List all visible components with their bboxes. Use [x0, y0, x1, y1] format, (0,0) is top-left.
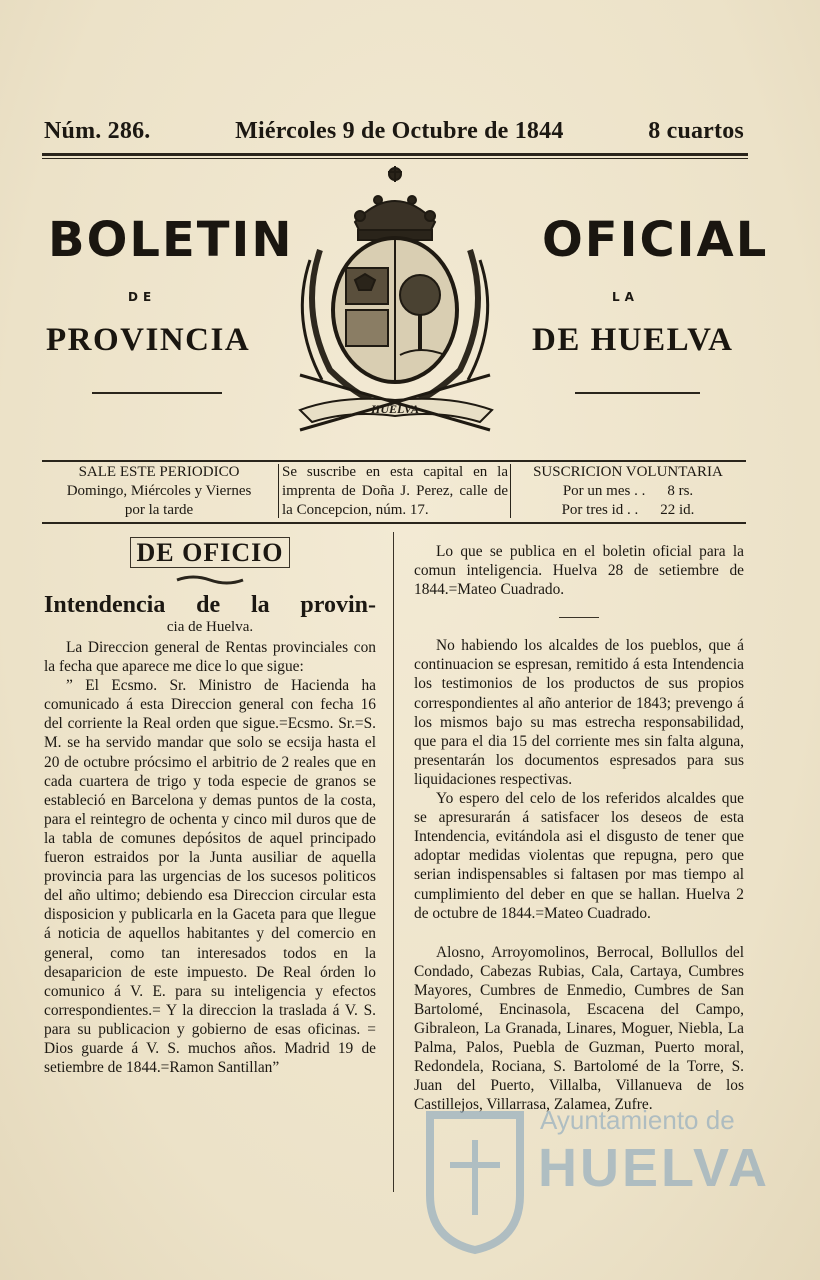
publication-schedule: [42, 463, 276, 521]
schedule-days: Domingo, Miércoles y Viernes: [66, 483, 252, 499]
header-rule: [42, 153, 748, 156]
price-row: [512, 482, 744, 501]
price-value: 22 id.: [660, 502, 695, 518]
archive-watermark: [420, 1095, 770, 1265]
coat-of-arms-icon: [260, 160, 530, 445]
subscription-prices: [512, 463, 744, 521]
title-provincia: PROVINCIA: [46, 322, 251, 358]
paragraph-divider: [559, 617, 599, 618]
title-rule-right: [575, 392, 700, 394]
article-paragraph: Yo espero del celo de los referidos alcaldes que se apresurarán á satisfacer los deseos de esta Intendencia, evitándola asi el disgusto de tener que adoptar medidas violentas que repugna, pero que serian indispensables si faltasen por mas tiempo al cumplimiento del deber en que se hallan. Huelva 2 de octubre de 1844.=Mateo Cuadrado.: [414, 790, 744, 922]
article-paragraph: ” El Ecsmo. Sr. Ministro de Hacienda ha comunicado á esta Direccion general con fecha 16 del corriente la Real orden que sigue.=Ecsmo. Sr.=S. M. se ha servido mandar que solo se ecsija hasta el 20 de octubre prócsimo el arbitrio de 2 reales que en cada cuartera de trigo y toda especie de granos se estableció en Barcelona y demas puntos de la costa, para el reintegro de ochenta y cinco mil duros que de la tabla de comunes depósitos de aquel principado fueron estraidos por la Junta ausiliar de aquella provincia para las urgencias de los sucesos politicos del año ultimo; debiendo esa Direccion circular esta disposicion y publicarla en la Gaceta para que llegue á noticia de aquellos habitantes y del comercio en general, como tan interesados todos en la desaparicion de este impuesto. De Real órden lo comunico á V. E. para su inteligencia y efectos correspondientes.= Y la direccion la traslada á V. S. para su publicacion y gobierno de esas oficinas. = Dios guarde á V. S. muchos años. Madrid 19 de setiembre de 1844.=Ramon Santillan”: [44, 677, 376, 1077]
right-column: [414, 536, 744, 1115]
ornament-icon: [175, 574, 245, 586]
article-heading: Intendencia de la provin-: [44, 592, 376, 618]
subscription-strip: [42, 460, 746, 524]
spacer: [414, 923, 744, 943]
issue-line: [44, 118, 744, 154]
strip-separator: [278, 464, 279, 518]
strip-separator: [510, 464, 511, 518]
title-de: DE: [128, 290, 157, 304]
strip-rule-top: [42, 460, 746, 462]
strip-rule-bottom: [42, 522, 746, 524]
column-divider: [393, 532, 394, 1192]
crest-ribbon-label: HUELVA: [370, 402, 420, 416]
shield-icon: [420, 1105, 530, 1255]
section-title: [44, 538, 376, 574]
article-paragraph: La Direccion general de Rentas provinciales con la fecha que aparece me dice lo que sigue:: [44, 639, 376, 676]
schedule-heading: SALE ESTE PERIODICO: [78, 464, 240, 480]
article-paragraph: Lo que se publica en el boletin oficial para la comun inteligencia. Huelva 28 de setiembre de 1844.=Mateo Cuadrado.: [414, 543, 744, 599]
left-column: [44, 536, 376, 1077]
article-paragraph: No habiendo los alcaldes de los pueblos, que á continuacion se espresan, remitido á esta Intendencia los testimonios de los productos de sus propios correspondientes al año anterior de 1843; prevengo á los mismos bajo su mas estrecha responsabilidad, que para el dia 15 del corriente mes sin falta alguna, presentarán los documentos espresados para sus liquidaciones respectivas.: [414, 637, 744, 788]
header-rule-thin: [42, 158, 748, 159]
price-row: [512, 501, 744, 520]
title-boletin: BOLETIN: [48, 212, 294, 268]
issue-price: 8 cuartos: [648, 118, 744, 144]
schedule-time: por la tarde: [124, 502, 194, 518]
issue-number: Núm. 286.: [44, 118, 151, 144]
title-de-huelva: DE HUELVA: [532, 322, 734, 358]
price-label: Por un mes . .: [562, 483, 646, 499]
town-list: Alosno, Arroyomolinos, Berrocal, Bollullos del Condado, Cabezas Rubias, Cala, Cartaya, Cumbres Mayores, Cumbres de Enmedio, Cumbres de San Bartolomé, Encinasola, Escacena del Campo, Gibraleon, La Granada, Linares, Moguer, Niebla, La Palma, Palos, Puebla de Guzman, Puerto moral, Redondela, Rociana, S. Bartolomé de la Torre, S. Juan del Puerto, Villalba, Villanueva de los Castillejos, Villarrasa, Zalamea, Zufre.: [414, 943, 744, 1114]
title-oficial: OFICIAL: [542, 212, 769, 268]
subscription-address: Se suscribe en esta capital en la imprenta de Doña J. Perez, calle de la Concepcion, núm. 17.: [282, 464, 508, 518]
title-rule-left: [92, 392, 222, 394]
price-value: 8 rs.: [667, 483, 694, 499]
issue-date: Miércoles 9 de Octubre de 1844: [235, 118, 564, 144]
title-la: LA: [612, 290, 639, 304]
watermark-line2: HUELVA: [538, 1138, 770, 1198]
price-label: Por tres id . .: [561, 502, 639, 518]
section-label: DE OFICIO: [130, 537, 291, 568]
article-heading-cont: cia de Huelva.: [166, 619, 254, 635]
watermark-line1: Ayuntamiento de: [540, 1105, 735, 1135]
prices-heading: SUSCRICION VOLUNTARIA: [533, 464, 723, 480]
